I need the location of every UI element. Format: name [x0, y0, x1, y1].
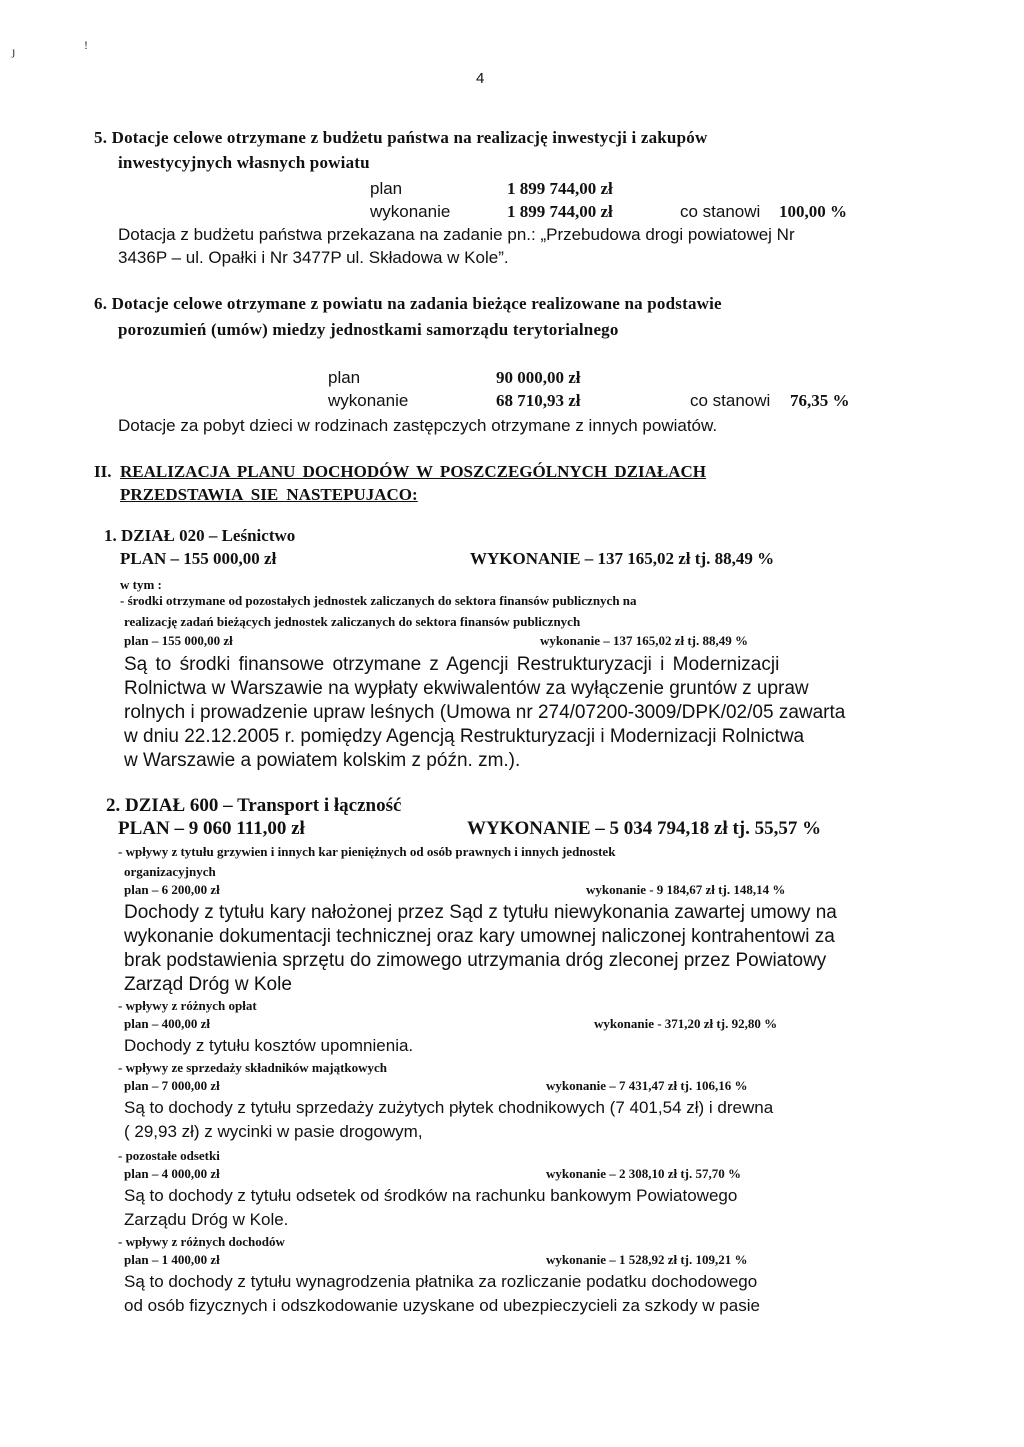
sec6-exec-value: 68 710,93 zł: [496, 391, 581, 410]
part2-title-line1: REALIZACJA PLANU DOCHODÓW W POSZCZEGÓLNYCH DZIAŁACH: [120, 462, 707, 481]
dz1-wtym: w tym :: [120, 577, 162, 592]
dz2-item5-desc-line1: Są to dochody z tytułu wynagrodzenia płatnika za rozliczanie podatku dochodowego: [124, 1272, 758, 1291]
sec5-desc-line1: Dotacja z budżetu państwa przekazana na zadanie pn.: „Przebudowa drogi powiatowej Nr: [118, 225, 795, 244]
dz2-item5-exec: wykonanie – 1 528,92 zł tj. 109,21 %: [546, 1252, 748, 1267]
dz2-item1-desc-line1: Dochody z tytułu kary nałożonej przez Sąd z tytułu niewykonania zawartej umowy na: [124, 902, 837, 923]
sec5-pct-text: co stanowi: [680, 202, 761, 221]
dz2-item1-title-line2: organizacyjnych: [124, 864, 216, 879]
corner-mark-right: !: [84, 38, 88, 52]
dz2-item4-desc-line1: Są to dochody z tytułu odsetek od środków na rachunku bankowym Powiatowego: [124, 1186, 738, 1205]
sec6-pct-text: co stanowi: [690, 391, 771, 410]
dz1-item-line2: realizację zadań bieżących jednostek zaliczanych do sektora finansów publicznych: [124, 614, 581, 629]
dz1-desc-line3: rolnych i prowadzenie upraw leśnych (Umowa nr 274/07200-3009/DPK/02/05 zawarta: [124, 702, 846, 723]
dz2-item3-title: - wpływy ze sprzedaży składników majątkowych: [118, 1060, 388, 1075]
dz2-plan: PLAN – 9 060 111,00 zł: [118, 818, 305, 839]
corner-mark-left: ȷ: [12, 44, 16, 58]
sec5-desc-line2: 3436P – ul. Opałki i Nr 3477P ul. Składowa w Kole”.: [118, 248, 509, 267]
dz2-item1-desc-line2: wykonanie dokumentacji technicznej oraz kary umownej naliczonej kontrahentowi za: [124, 926, 835, 947]
sec6-desc: Dotacje za pobyt dzieci w rodzinach zastępczych otrzymane z innych powiatów.: [118, 416, 718, 435]
sec5-pct-value: 100,00 %: [779, 202, 847, 221]
dz2-item4-exec: wykonanie – 2 308,10 zł tj. 57,70 %: [546, 1166, 741, 1181]
dz2-item4-title: - pozostałe odsetki: [118, 1148, 220, 1163]
dz2-item1-title-line1: - wpływy z tytułu grzywien i innych kar pieniężnych od osób prawnych i innych jednostek: [118, 844, 616, 859]
dz1-desc-line5: w Warszawie a powiatem kolskim z późn. zm.).: [124, 750, 521, 771]
dz2-item3-exec: wykonanie – 7 431,47 zł tj. 106,16 %: [546, 1078, 748, 1093]
sec5-title-line2: inwestycyjnych własnych powiatu: [118, 153, 370, 172]
sec5-title-line1: 5. Dotacje celowe otrzymane z budżetu państwa na realizację inwestycji i zakupów: [94, 128, 708, 147]
dz1-item-plan: plan – 155 000,00 zł: [124, 633, 233, 648]
sec5-exec-label: wykonanie: [370, 202, 451, 221]
dz2-item3-desc-line2: ( 29,93 zł) z wycinki w pasie drogowym,: [124, 1122, 423, 1141]
sec6-plan-label: plan: [328, 368, 361, 387]
sec5-exec-value: 1 899 744,00 zł: [507, 202, 613, 221]
dz2-item1-exec: wykonanie - 9 184,67 zł tj. 148,14 %: [586, 882, 786, 897]
dz2-item5-title: - wpływy z różnych dochodów: [118, 1234, 285, 1249]
dz1-desc-line1: Są to środki finansowe otrzymane z Agencji Restrukturyzacji i Modernizacji: [124, 654, 780, 675]
dz2-item2-plan: plan – 400,00 zł: [124, 1016, 210, 1031]
dz2-item1-plan: plan – 6 200,00 zł: [124, 882, 220, 897]
sec6-title-line1: 6. Dotacje celowe otrzymane z powiatu na zadania bieżące realizowane na podstawie: [94, 294, 722, 313]
dz1-plan: PLAN – 155 000,00 zł: [120, 549, 277, 568]
dz2-item3-desc-line1: Są to dochody z tytułu sprzedaży zużytych płytek chodnikowych (7 401,54 zł) i drewna: [124, 1098, 774, 1117]
dz2-item3-plan: plan – 7 000,00 zł: [124, 1078, 220, 1093]
sec6-exec-label: wykonanie: [328, 391, 409, 410]
dz2-title: 2. DZIAŁ 600 – Transport i łączność: [106, 795, 402, 816]
dz2-exec: WYKONANIE – 5 034 794,18 zł tj. 55,57 %: [467, 818, 822, 839]
page-number: 4: [476, 70, 485, 87]
dz1-item-exec: wykonanie – 137 165,02 zł tj. 88,49 %: [540, 633, 748, 648]
dz2-item4-desc-line2: Zarządu Dróg w Kole.: [124, 1210, 289, 1229]
dz2-item5-plan: plan – 1 400,00 zł: [124, 1252, 220, 1267]
part2-title-line2: PRZEDSTAWIA SIE NASTEPUJACO:: [120, 485, 418, 504]
part2-roman: II.: [94, 462, 112, 481]
dz2-item2-title: - wpływy z różnych opłat: [118, 998, 257, 1013]
sec5-plan-label: plan: [370, 179, 403, 198]
dz2-item2-desc-line1: Dochody z tytułu kosztów upomnienia.: [124, 1036, 414, 1055]
dz2-item1-desc-line4: Zarząd Dróg w Kole: [124, 974, 292, 995]
dz1-item-line1: - środki otrzymane od pozostałych jednostek zaliczanych do sektora finansów publicznych na: [120, 593, 637, 608]
sec6-pct-value: 76,35 %: [790, 391, 850, 410]
dz1-desc-line2: Rolnictwa w Warszawie na wypłaty ekwiwalentów za wyłączenie gruntów z upraw: [124, 678, 809, 699]
sec6-plan-value: 90 000,00 zł: [496, 368, 581, 387]
sec5-plan-value: 1 899 744,00 zł: [507, 179, 613, 198]
dz2-item2-exec: wykonanie - 371,20 zł tj. 92,80 %: [594, 1016, 778, 1031]
dz2-item5-desc-line2: od osób fizycznych i odszkodowanie uzyskane od ubezpieczycieli za szkody w pasie: [124, 1296, 760, 1315]
dz2-item4-plan: plan – 4 000,00 zł: [124, 1166, 220, 1181]
dz2-item1-desc-line3: brak podstawienia sprzętu do zimowego utrzymania dróg zleconej przez Powiatowy: [124, 950, 827, 971]
dz1-exec: WYKONANIE – 137 165,02 zł tj. 88,49 %: [470, 549, 775, 568]
dz1-title: 1. DZIAŁ 020 – Leśnictwo: [104, 526, 296, 545]
dz1-desc-line4: w dniu 22.12.2005 r. pomiędzy Agencją Restrukturyzacji i Modernizacji Rolnictwa: [124, 726, 805, 747]
sec6-title-line2: porozumień (umów) miedzy jednostkami samorządu terytorialnego: [118, 320, 619, 339]
